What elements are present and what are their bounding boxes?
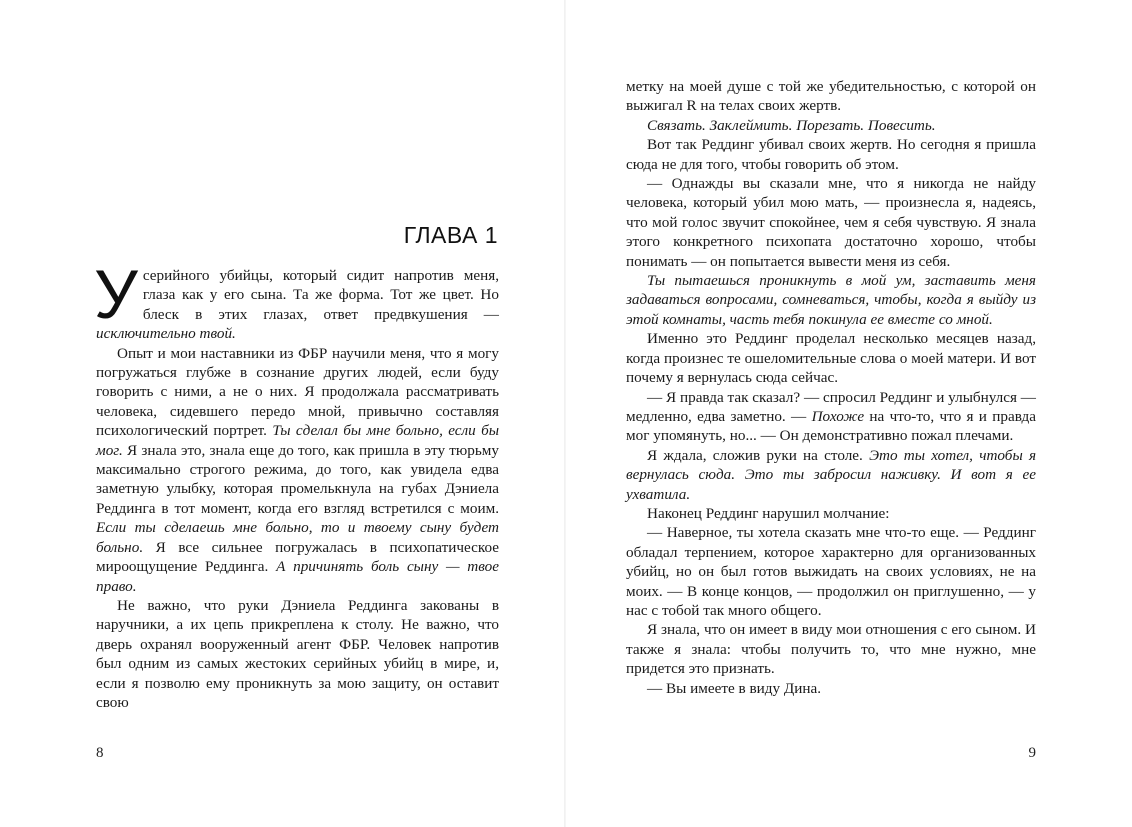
paragraph — [626, 135, 1036, 174]
page-number: 9 — [1028, 745, 1036, 761]
body-text: Именно это Реддинг проделал несколько месяцев назад, когда произнес те ошеломительные слова о моей матери. И вот почему я вернулась сюда сейчас. — [626, 330, 1036, 387]
right-page — [566, 0, 1132, 827]
body-text: — Наверное, ты хотела сказать мне что-то еще. — Реддинг обладал терпением, которое характерно для организованных убийц, но он был готов выжидать на своих условиях, не на моих. — В конце концов, — продолжил он приглушенно, — у нас с тобой так много общего. — [626, 524, 1036, 619]
paragraph — [626, 504, 1036, 523]
paragraph — [626, 77, 1036, 116]
paragraph — [626, 523, 1036, 620]
body-text: метку на моей душе с той же убедительностью, с которой он выжигал R на телах своих жертв. — [626, 78, 1036, 115]
left-page — [0, 0, 564, 827]
paragraph — [96, 344, 499, 596]
italic-text: Если ты сделаешь мне больно, то и твоему сыну будет больно. — [96, 519, 499, 556]
body-text: Я ждала, сложив руки на столе. — [647, 446, 870, 464]
italic-text: Связать. Заклеймить. Порезать. Повесить. — [647, 116, 936, 134]
body-text: Не важно, что руки Дэниела Реддинга закованы в наручники, а их цепь прикреплена к столу. Не важно, что дверь охранял вооруженный агент ФБР. Человек напротив был одним из самых жестоких серийных убийц в мире, и, если я позволю ему проникнуть за мою защиту, он оставит свою — [96, 596, 499, 711]
body-text: — Вы имеете в виду Дина. — [647, 679, 822, 697]
page-number: 8 — [96, 745, 104, 761]
right-page-text — [626, 77, 1036, 698]
italic-text: исключительно твой. — [96, 325, 236, 343]
paragraph — [94, 256, 499, 344]
paragraph — [626, 116, 1036, 135]
chapter-title: ГЛАВА 1 — [403, 222, 498, 248]
italic-text: А причинять боль сыну — твое право. — [96, 558, 499, 595]
paragraph — [626, 271, 1036, 329]
body-text: Я все сильнее погружалась в психопатическое мироощущение Реддинга. — [96, 538, 499, 576]
body-text: серийного убийцы, который сидит напротив меня, глаза как у его сына. Та же форма. Тот же цвет. Но блеск в этих глазах, ответ предвкушения — — [142, 267, 499, 323]
body-text: на что-то, что я и правда мог упомянуть, но... — Он демонстративно пожал плечами. — [626, 407, 1036, 445]
body-text: Я знала это, знала еще до того, как пришла в эту тюрьму максимально строгого режима, до того, как увидела едва заметную улыбку, которая промелькнула на губах Дэниела Реддинга в тот момент, когда его взгляд встретился с моим. — [96, 441, 499, 517]
body-text: Опыт и мои наставники из ФБР научили меня, что я могу погружаться глубже в сознание других людей, если буду говорить с ними, а не о них. Я продолжала рассматривать человека, сидевшего передо мной, привычно составляя психологический портрет. — [96, 344, 499, 440]
italic-text: Это ты хотел, чтобы я вернулась сюда. Это ты забросил наживку. И вот я ее ухватила. — [626, 446, 1037, 503]
paragraph — [96, 596, 499, 712]
drop-cap: У — [94, 256, 138, 333]
body-text: Наконец Реддинг нарушил молчание: — [647, 504, 890, 522]
italic-text: Ты сделал бы мне больно, если бы мог. — [96, 422, 499, 459]
body-text: Вот так Реддинг убивал своих жертв. Но сегодня я пришла сюда не для того, чтобы говорить об этом. — [626, 136, 1036, 173]
italic-text: Ты пытаешься проникнуть в мой ум, заставить меня задаваться вопросами, сомневаться, чтобы, когда я выйду из этой комнаты, часть тебя покинула ее вместе со мной. — [626, 272, 1036, 328]
paragraph — [626, 446, 1036, 504]
body-text: — Однажды вы сказали мне, что я никогда не найду человека, который убил мою мать, — произнесла я, надеясь, что мой голос звучит спокойнее, чем я себя чувствую. Я знала этого конкретного психопата достаточно хорошо, чтобы понимать — он попытается вывести меня из себя. — [626, 175, 1036, 270]
paragraph — [626, 620, 1036, 678]
paragraph — [626, 679, 1036, 698]
paragraph — [626, 174, 1036, 271]
body-text: Я знала, что он имеет в виду мои отношения с его сыном. И также я знала: чтобы получить то, что мне нужно, мне придется это признать. — [626, 621, 1036, 678]
left-page-text — [94, 256, 499, 712]
italic-text: Похоже — [811, 407, 865, 425]
paragraph — [626, 388, 1036, 446]
paragraph — [626, 329, 1036, 387]
body-text: — Я правда так сказал? — спросил Реддинг и улыбнулся — медленно, едва заметно. — — [626, 388, 1036, 425]
